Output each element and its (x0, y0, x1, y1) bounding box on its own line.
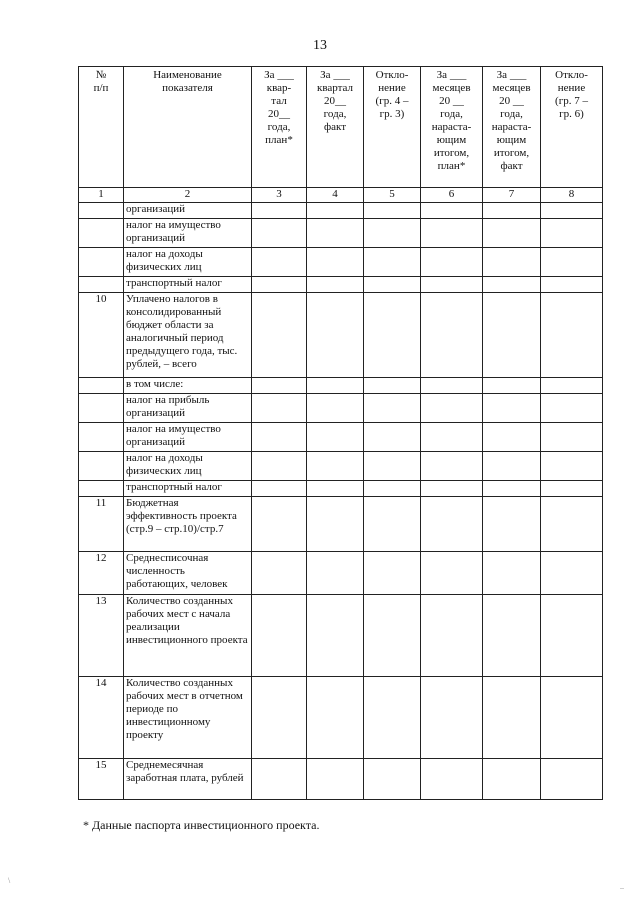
table-row (79, 219, 603, 248)
value-cell (421, 481, 483, 497)
value-cell (364, 677, 421, 759)
indicator-name: Количество созданных рабочих мест с начала реализации инвестиционного проекта (124, 595, 252, 677)
value-cell (421, 677, 483, 759)
table-row (79, 293, 603, 378)
value-cell (364, 595, 421, 677)
value-cell (541, 677, 603, 759)
header-cell: За ___ квартал 20__ года, факт (307, 67, 364, 188)
column-number: 5 (364, 188, 421, 203)
column-number: 4 (307, 188, 364, 203)
table-row (79, 595, 603, 677)
value-cell (252, 552, 307, 595)
table-row (79, 759, 603, 800)
value-cell (364, 481, 421, 497)
value-cell (541, 293, 603, 378)
value-cell (307, 497, 364, 552)
value-cell (252, 248, 307, 277)
table-row (79, 552, 603, 595)
value-cell (364, 394, 421, 423)
row-number (79, 452, 124, 481)
value-cell (252, 452, 307, 481)
value-cell (307, 378, 364, 394)
value-cell (541, 423, 603, 452)
value-cell (252, 378, 307, 394)
value-cell (421, 378, 483, 394)
indicator-name: Среднемесячная заработная плата, рублей (124, 759, 252, 800)
value-cell (483, 595, 541, 677)
value-cell (307, 248, 364, 277)
row-number (79, 423, 124, 452)
value-cell (252, 423, 307, 452)
value-cell (541, 481, 603, 497)
header-row (79, 67, 603, 188)
value-cell (307, 759, 364, 800)
value-cell (483, 552, 541, 595)
indicator-name: транспортный налог (124, 277, 252, 293)
header-cell: За ___ месяцев 20 __ года, нараста- ющим итогом, план* (421, 67, 483, 188)
value-cell (483, 378, 541, 394)
value-cell (364, 552, 421, 595)
table-row (79, 203, 603, 219)
table-row (79, 394, 603, 423)
value-cell (483, 219, 541, 248)
value-cell (364, 248, 421, 277)
table-row (79, 452, 603, 481)
value-cell (252, 595, 307, 677)
value-cell (421, 759, 483, 800)
value-cell (252, 219, 307, 248)
row-number (79, 394, 124, 423)
table-row (79, 378, 603, 394)
value-cell (252, 277, 307, 293)
value-cell (541, 497, 603, 552)
value-cell (483, 677, 541, 759)
table-row (79, 248, 603, 277)
header-cell: Откло- нение (гр. 4 – гр. 3) (364, 67, 421, 188)
table-row (79, 277, 603, 293)
value-cell (421, 423, 483, 452)
value-cell (364, 497, 421, 552)
value-cell (483, 497, 541, 552)
value-cell (307, 219, 364, 248)
value-cell (252, 203, 307, 219)
value-cell (421, 248, 483, 277)
page-number: 13 (313, 38, 327, 53)
row-number (79, 203, 124, 219)
value-cell (483, 293, 541, 378)
value-cell (541, 277, 603, 293)
row-number: 11 (79, 497, 124, 552)
value-cell (307, 394, 364, 423)
indicator-name: в том числе: (124, 378, 252, 394)
value-cell (307, 552, 364, 595)
value-cell (307, 293, 364, 378)
value-cell (483, 481, 541, 497)
table-row (79, 497, 603, 552)
scan-mark: \ (8, 876, 11, 885)
column-number: 2 (124, 188, 252, 203)
value-cell (483, 394, 541, 423)
table-row (79, 423, 603, 452)
value-cell (364, 759, 421, 800)
value-cell (421, 497, 483, 552)
value-cell (483, 452, 541, 481)
value-cell (307, 423, 364, 452)
row-number (79, 481, 124, 497)
row-number (79, 277, 124, 293)
value-cell (307, 203, 364, 219)
value-cell (307, 481, 364, 497)
table-row (79, 677, 603, 759)
value-cell (364, 423, 421, 452)
value-cell (541, 394, 603, 423)
indicator-name: организаций (124, 203, 252, 219)
table-row (79, 481, 603, 497)
value-cell (421, 452, 483, 481)
indicator-name: Среднесписочная численность работающих, человек (124, 552, 252, 595)
value-cell (364, 293, 421, 378)
value-cell (364, 378, 421, 394)
header-cell: За ___ квар- тал 20__ года, план* (252, 67, 307, 188)
value-cell (541, 452, 603, 481)
value-cell (252, 481, 307, 497)
value-cell (307, 452, 364, 481)
row-number: 13 (79, 595, 124, 677)
indicator-name: налог на имущество организаций (124, 219, 252, 248)
row-number (79, 248, 124, 277)
value-cell (483, 248, 541, 277)
column-number: 7 (483, 188, 541, 203)
indicator-name: налог на прибыль организаций (124, 394, 252, 423)
value-cell (252, 497, 307, 552)
header-cell: Наименование показателя (124, 67, 252, 188)
row-number (79, 219, 124, 248)
value-cell (483, 277, 541, 293)
value-cell (421, 552, 483, 595)
column-number: 1 (79, 188, 124, 203)
value-cell (364, 277, 421, 293)
value-cell (541, 248, 603, 277)
indicator-name: транспортный налог (124, 481, 252, 497)
column-number-row (79, 188, 603, 203)
value-cell (307, 595, 364, 677)
value-cell (541, 759, 603, 800)
column-number: 3 (252, 188, 307, 203)
indicator-name: налог на имущество организаций (124, 423, 252, 452)
value-cell (541, 552, 603, 595)
row-number (79, 378, 124, 394)
column-number: 6 (421, 188, 483, 203)
row-number: 12 (79, 552, 124, 595)
footnote: * Данные паспорта инвестиционного проекта. (83, 818, 320, 832)
row-number: 14 (79, 677, 124, 759)
value-cell (421, 219, 483, 248)
value-cell (421, 394, 483, 423)
indicator-name: налог на доходы физических лиц (124, 452, 252, 481)
value-cell (307, 677, 364, 759)
indicator-name: Бюджетная эффективность проекта (стр.9 – стр.10)/стр.7 (124, 497, 252, 552)
row-number: 10 (79, 293, 124, 378)
value-cell (483, 203, 541, 219)
report-table (78, 66, 603, 800)
header-cell: За ___ месяцев 20 __ года, нараста- ющим итогом, факт (483, 67, 541, 188)
value-cell (541, 378, 603, 394)
value-cell (421, 277, 483, 293)
value-cell (252, 293, 307, 378)
value-cell (252, 394, 307, 423)
value-cell (364, 203, 421, 219)
header-cell: Откло- нение (гр. 7 – гр. 6) (541, 67, 603, 188)
value-cell (421, 595, 483, 677)
indicator-name: Количество созданных рабочих мест в отчетном периоде по инвестиционному проекту (124, 677, 252, 759)
header-cell: № п/п (79, 67, 124, 188)
value-cell (421, 203, 483, 219)
value-cell (364, 219, 421, 248)
value-cell (541, 203, 603, 219)
value-cell (483, 759, 541, 800)
row-number: 15 (79, 759, 124, 800)
value-cell (541, 219, 603, 248)
value-cell (541, 595, 603, 677)
value-cell (307, 277, 364, 293)
value-cell (483, 423, 541, 452)
value-cell (252, 759, 307, 800)
value-cell (421, 293, 483, 378)
value-cell (364, 452, 421, 481)
scan-mark: .. (620, 882, 624, 891)
value-cell (252, 677, 307, 759)
indicator-name: налог на доходы физических лиц (124, 248, 252, 277)
indicator-name: Уплачено налогов в консолидированный бюджет области за аналогичный период предыдущего года, тыс. рублей, – всего (124, 293, 252, 378)
column-number: 8 (541, 188, 603, 203)
